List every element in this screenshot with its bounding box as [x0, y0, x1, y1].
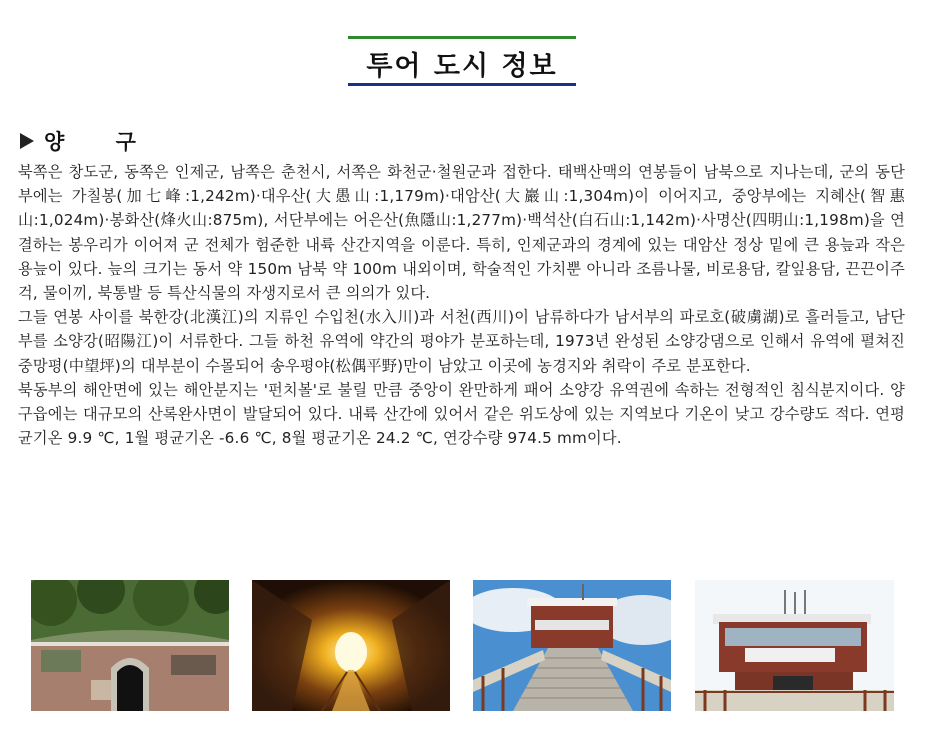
paragraph: 북동부의 해안면에 있는 해안분지는 '펀치볼'로 불릴 만큼 중앙이 완만하게 패어 소양강 유역권에 속하는 전형적인 침식분지이다. 양구읍에는 대규모의 산록완사면이 발달되어 있다. 내륙 산간에 있어서 같은 위도상에 있는 지역보다 기온이 낮고 강수량도 적다. 연평균기온 9.9 ℃, 1월 평균기온 -6.6 ℃, 8월 평균기온 24.2 ℃, 연강수량 974.5 mm이다.	[18, 380, 905, 448]
title-top-bar	[348, 36, 576, 39]
page-title-block	[348, 36, 576, 86]
section-body	[18, 160, 905, 450]
observatory-stairs-photo	[473, 580, 671, 711]
photo-strip	[31, 580, 896, 711]
paragraph: 그들 연봉 사이를 북한강(北漢江)의 지류인 수입천(水入川)과 서천(西川)이 남류하다가 남서부의 파로호(破虜湖)로 흘러들고, 남단부를 소양강(昭陽江)이 서류한다. 그들 하천 유역에 약간의 평야가 분포하는데, 1973년 완성된 소양강댐으로 인해서 유역에 펼쳐진 중망평(中望坪)의 대부분이 수몰되어 송우평야(松偶平野)만이 남았고 이곳에 농경지와 취락이 주로 분포한다.	[18, 308, 905, 375]
page-title: 투어 도시 정보	[366, 51, 558, 82]
title-bottom-bar	[348, 83, 576, 86]
section-title: 양 구	[44, 130, 158, 154]
lit-tunnel-interior-photo	[252, 580, 450, 711]
tunnel-entrance-photo	[31, 580, 229, 711]
triangle-bullet-icon	[20, 133, 34, 149]
observatory-building-photo	[695, 580, 894, 711]
paragraph: 북쪽은 창도군, 동쪽은 인제군, 남쪽은 춘천시, 서쪽은 화천군·철원군과 접한다. 태백산맥의 연봉들이 남북으로 지나는데, 군의 동단부에는 가칠봉(加七峰:1,242m)·대우산(大愚山:1,179m)·대암산(大巖山:1,304m)이 이어지고, 중앙부에는 지혜산(智惠山:1,024m)·봉화산(烽火山:875m), 서단부에는 어은산(魚隱山:1,277m)·백석산(白石山:1,142m)·사명산(四明山:1,198m)을 연결하는 봉우리가 이어져 군 전체가 험준한 내륙 산간지역을 이룬다. 특히, 인제군과의 경계에 있는 대암산 정상 밑에 큰 용늪과 작은 용늪이 있다. 늪의 크기는 동서 약 150m 남북 약 100m 내외이며, 학술적인 가치뿐 아니라 조름나물, 비로용담, 칼잎용담, 끈끈이주걱, 물이끼, 북통발 등 특산식물의 자생지로서 큰 의의가 있다.	[18, 163, 905, 303]
section-heading	[20, 126, 158, 156]
